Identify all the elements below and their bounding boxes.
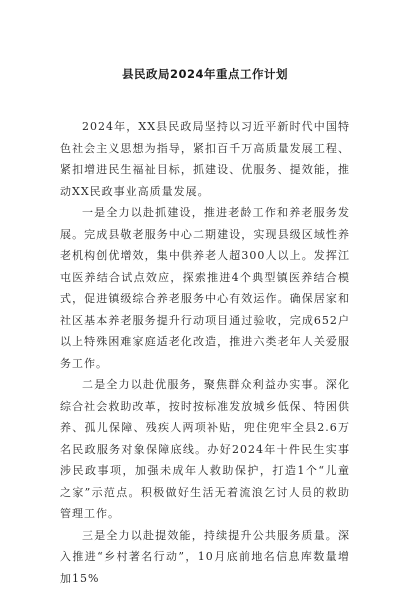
paragraph-services: 二是全力以赴优服务，聚焦群众利益办实事。深化综合社会救助改革，按时按标准发放城乡低保、特困供养、孤儿保障、残疾人两项补贴，兜住兜牢全县2.6万名民政服务对象保障底线。办好2024年十件民生实事涉民政事项，加强未成年人救助保护，打造1个“儿童之家”示范点。积极做好生活无着流浪乞讨人员的救助管理工作。: [60, 374, 350, 525]
document-body: [60, 116, 350, 589]
document-title: 县民政局2024年重点工作计划: [0, 66, 410, 82]
paragraph-intro: 2024年，XX县民政局坚持以习近平新时代中国特色社会主义思想为指导，紧扣百千万高质量发展工程、紧扣增进民生福祉目标，抓建设、优服务、提效能，推动XX民政事业高质量发展。: [60, 116, 350, 202]
paragraph-efficiency: 三是全力以赴提效能，持续提升公共服务质量。深入推进“乡村著名行动”，10月底前地名信息库数量增加15%: [60, 525, 350, 589]
paragraph-construction: 一是全力以赴抓建设，推进老龄工作和养老服务发展。完成县敬老服务中心二期建设，实现县级区域性养老机构创优增效，集中供养老人超300人以上。发挥江屯医养结合试点效应，探索推进4个典型镇医养结合模式，促进镇级综合养老服务中心有效运作。确保居家和社区基本养老服务提升行动项目通过验收，完成652户以上特殊困难家庭适老化改造，推进六类老年人关爱服务工作。: [60, 202, 350, 374]
